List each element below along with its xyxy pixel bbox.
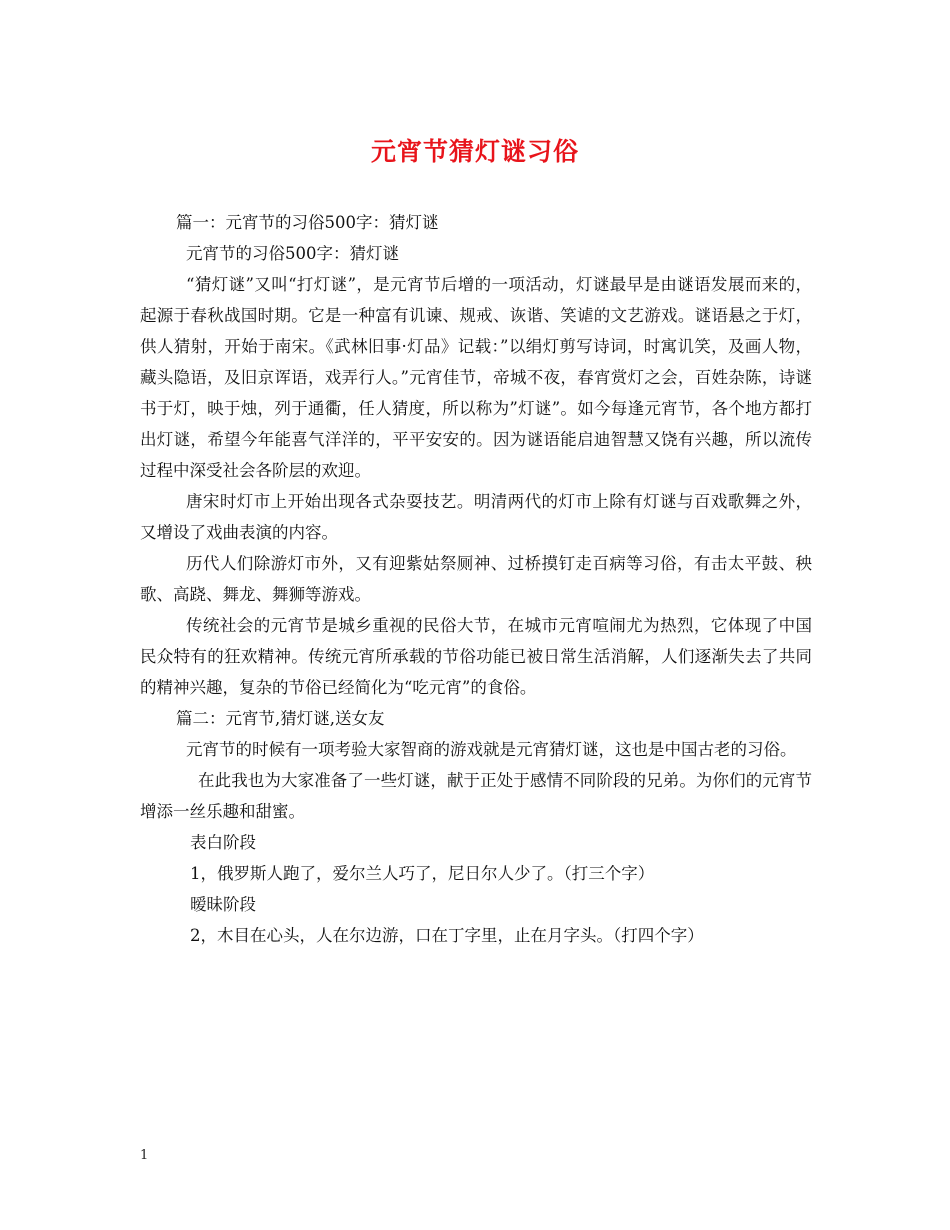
- document-body: [140, 207, 812, 951]
- section-heading-1: 篇一：元宵节的习俗500字：猜灯谜: [176, 213, 439, 232]
- paragraph: 历代人们除游灯市外，又有迎紫姑祭厕神、过桥摸钉走百病等习俗，有击太平鼓、秧歌、高跷、舞龙、舞狮等游戏。: [140, 554, 812, 604]
- section-heading-2: 篇二：元宵节,猜灯谜,送女友: [176, 709, 385, 728]
- stage-label: 暧昧阶段: [190, 895, 256, 914]
- page-number: 1: [140, 1148, 149, 1163]
- paragraph: 在此我也为大家准备了一些灯谜，献于正处于感情不同阶段的兄弟。为你们的元宵节增添一丝乐趣和甜蜜。: [140, 771, 812, 821]
- riddle-item: 1，俄罗斯人跑了，爱尔兰人巧了，尼日尔人少了。（打三个字）: [190, 864, 655, 883]
- paragraph: “猜灯谜”又叫“打灯谜”，是元宵节后增的一项活动，灯谜最早是由谜语发展而来的，起源于春秋战国时期。它是一种富有讥谏、规戒、诙谐、笑谑的文艺游戏。谜语悬之于灯，供人猜射，开始于南宋。《武林旧事·灯品》记载：”以绢灯剪写诗词，时寓讥笑，及画人物，藏头隐语，及旧京诨语，戏弄行人。”元宵佳节，帝城不夜，春宵赏灯之会，百姓杂陈，诗谜书于灯，映于烛，列于通衢，任人猜度，所以称为”灯谜”。如今每逢元宵节，各个地方都打出灯谜，希望今年能喜气洋洋的，平平安安的。因为谜语能启迪智慧又饶有兴趣，所以流传过程中深受社会各阶层的欢迎。: [140, 275, 812, 480]
- paragraph: 唐宋时灯市上开始出现各式杂耍技艺。明清两代的灯市上除有灯谜与百戏歌舞之外，又增设了戏曲表演的内容。: [140, 492, 812, 542]
- paragraph: 传统社会的元宵节是城乡重视的民俗大节，在城市元宵喧闹尤为热烈，它体现了中国民众特有的狂欢精神。传统元宵所承载的节俗功能已被日常生活消解，人们逐渐失去了共同的精神兴趣，复杂的节俗已经简化为“吃元宵”的食俗。: [140, 616, 812, 697]
- stage-label: 表白阶段: [190, 833, 256, 852]
- subheading: 元宵节的习俗500字：猜灯谜: [186, 244, 399, 263]
- paragraph: 元宵节的时候有一项考验大家智商的游戏就是元宵猜灯谜，这也是中国古老的习俗。: [186, 740, 797, 759]
- document-title: 元宵节猜灯谜习俗: [370, 137, 579, 166]
- riddle-item: 2，木目在心头，人在尔边游，口在丁字里，止在月字头。（打四个字）: [190, 926, 704, 945]
